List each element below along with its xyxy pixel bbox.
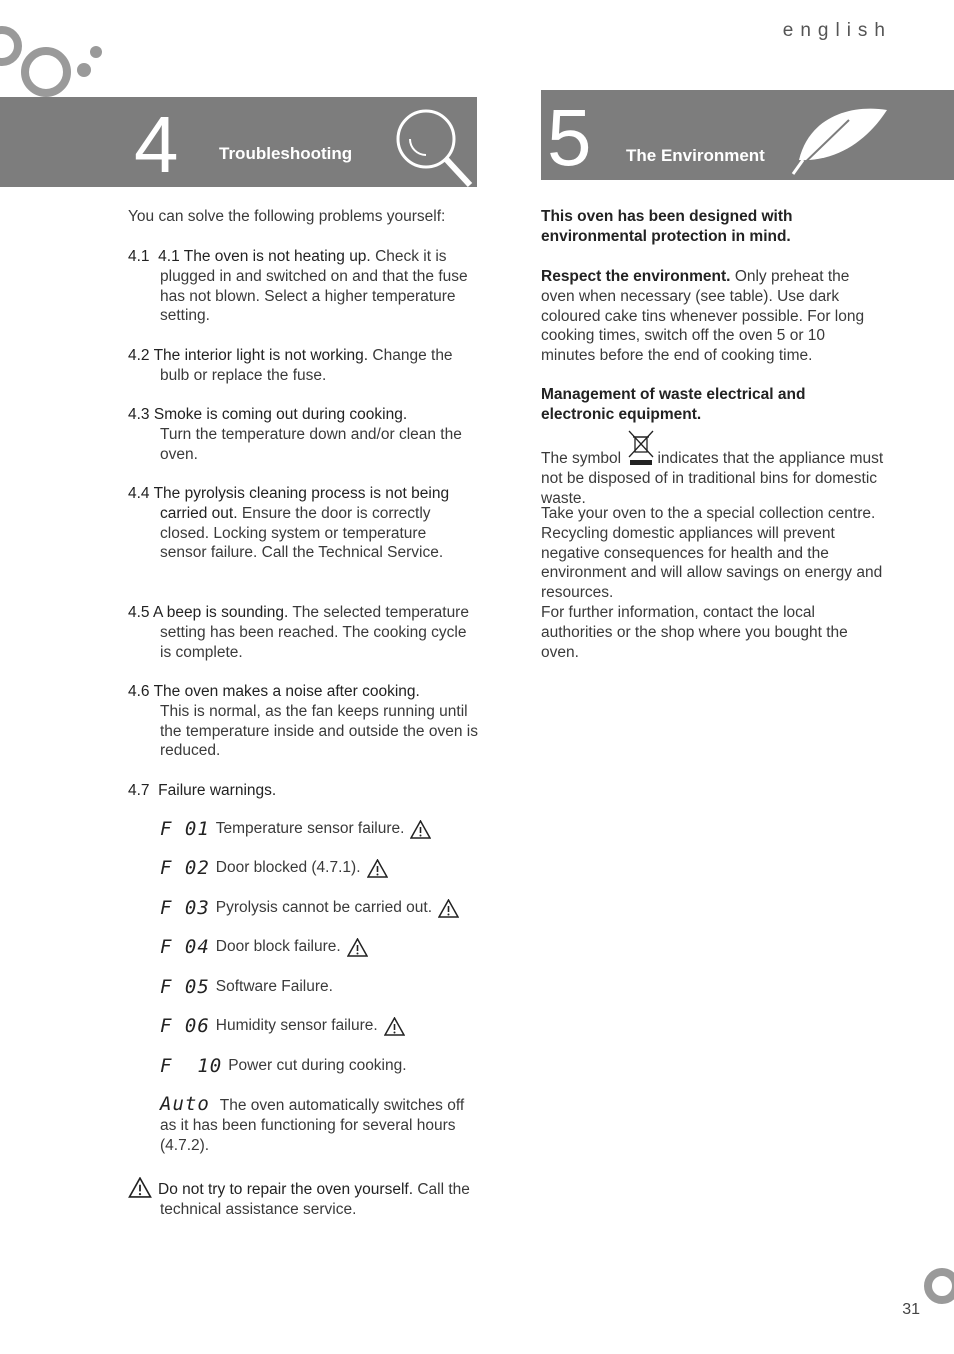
respect-heading: Respect the environment.	[541, 268, 731, 285]
item-heading: 4.5 A beep is sounding.	[128, 604, 289, 621]
magnifier-icon	[390, 105, 480, 195]
language-label: english	[782, 20, 892, 41]
item-heading: 4.3 Smoke is coming out during cooking.	[128, 406, 408, 423]
item-heading: 4.4 The pyrolysis cleaning process is not being carried out.	[128, 485, 450, 522]
error-code: F 02	[160, 857, 210, 879]
error-row	[160, 1055, 407, 1077]
error-text: Software Failure.	[215, 978, 333, 995]
item-heading: 4.1	[128, 248, 159, 265]
item-text: The selected temperature setting has been reached. The cooking cycle is complete.	[160, 604, 469, 661]
item-4-1	[128, 247, 468, 326]
weee-symbol-text	[541, 443, 891, 508]
section-title: The Environment	[626, 146, 765, 165]
item-heading: 4.1 The oven is not heating up.	[158, 248, 371, 265]
item-text: Turn the temperature down and/or clean the oven.	[160, 425, 462, 463]
item-heading: 4.2 The interior light is not working.	[128, 347, 369, 364]
error-row	[160, 1015, 405, 1037]
item-text: Change the bulb or replace the fuse.	[160, 347, 453, 384]
error-text: Humidity sensor failure.	[215, 1017, 378, 1034]
error-code: F 06	[160, 1015, 210, 1037]
env-take: Take your oven to the a special collection centre. Recycling domestic appliances will prevent negative consequences for health and the environment and will allow savings on energy and resources.	[541, 505, 883, 602]
error-text: Door block failure.	[215, 938, 341, 955]
error-text: Power cut during cooking.	[228, 1057, 407, 1074]
item-4-5	[128, 603, 473, 662]
error-row	[160, 936, 368, 958]
repair-warning	[128, 1177, 480, 1220]
error-row	[160, 897, 459, 919]
env-respect	[541, 267, 876, 366]
env-further: For further information, contact the local authorities or the shop where you bought the oven.	[541, 604, 848, 661]
item-4-4	[128, 484, 458, 563]
error-code: F 04	[160, 936, 210, 958]
error-row	[160, 857, 388, 879]
error-code: F 05	[160, 976, 210, 998]
item-4-6	[128, 682, 480, 761]
error-code: F 10	[160, 1055, 223, 1077]
item-4-2	[128, 346, 468, 386]
warning-icon	[438, 899, 459, 918]
crossed-bin-icon	[627, 429, 655, 467]
item-text: Check it is plugged in and switched on and that the fuse has not blown. Select a higher temperature setting.	[160, 248, 468, 325]
error-text: The oven automatically switches off as it has been functioning for several hours (4.7.2).	[160, 1097, 465, 1154]
error-row	[160, 976, 333, 998]
warning-icon	[384, 1017, 405, 1036]
failure-warnings-heading: 4.7 Failure warnings.	[128, 782, 277, 799]
section-4-banner	[0, 97, 477, 187]
error-text: Door blocked (4.7.1).	[215, 859, 361, 876]
warning-icon	[347, 938, 368, 957]
error-row	[160, 818, 431, 840]
symbol-pre: The symbol	[541, 450, 622, 467]
env-lead: This oven has been designed with environmental protection in mind.	[541, 208, 793, 245]
intro-text: You can solve the following problems yourself:	[128, 208, 446, 225]
error-text: Temperature sensor failure.	[215, 820, 405, 837]
section-title: Troubleshooting	[219, 144, 353, 163]
corner-circle-logo	[920, 1266, 954, 1306]
error-code: F 03	[160, 897, 210, 919]
item-text: This is normal, as the fan keeps running until the temperature inside and outside the oven is reduced.	[160, 702, 478, 760]
weee-heading: Management of waste electrical and electronic equipment.	[541, 386, 806, 423]
warning-icon	[367, 859, 388, 878]
warning-icon	[410, 820, 431, 839]
error-row	[160, 1094, 480, 1156]
brand-circles-logo	[0, 22, 110, 102]
item-4-3	[128, 405, 468, 464]
item-heading: 4.6 The oven makes a noise after cooking.	[128, 683, 420, 700]
respect-text: Only preheat the oven when necessary (see table). Use dark coloured cake tins whenever possible. For long cooking times, switch off the oven 5 or 10 minutes before the end of cooking time.	[541, 268, 865, 365]
page-number: 31	[902, 1301, 920, 1318]
section-number: 4	[134, 100, 179, 189]
error-text: Pyrolysis cannot be carried out.	[215, 899, 433, 916]
item-text: Ensure the door is correctly closed. Locking system or temperature sensor failure. Call the Technical Service.	[160, 504, 444, 562]
section-5-banner	[541, 90, 954, 180]
warning-text: Call the technical assistance service.	[160, 1181, 470, 1218]
warning-icon	[128, 1177, 152, 1198]
symbol-post: indicates that the appliance must not be disposed of in traditional bins for domestic waste.	[541, 450, 884, 507]
leaf-icon	[789, 98, 889, 178]
section-number: 5	[547, 93, 592, 182]
error-code: F 01	[160, 818, 210, 840]
error-code: Auto	[160, 1093, 210, 1115]
warning-bold: Do not try to repair the oven yourself.	[158, 1181, 414, 1198]
